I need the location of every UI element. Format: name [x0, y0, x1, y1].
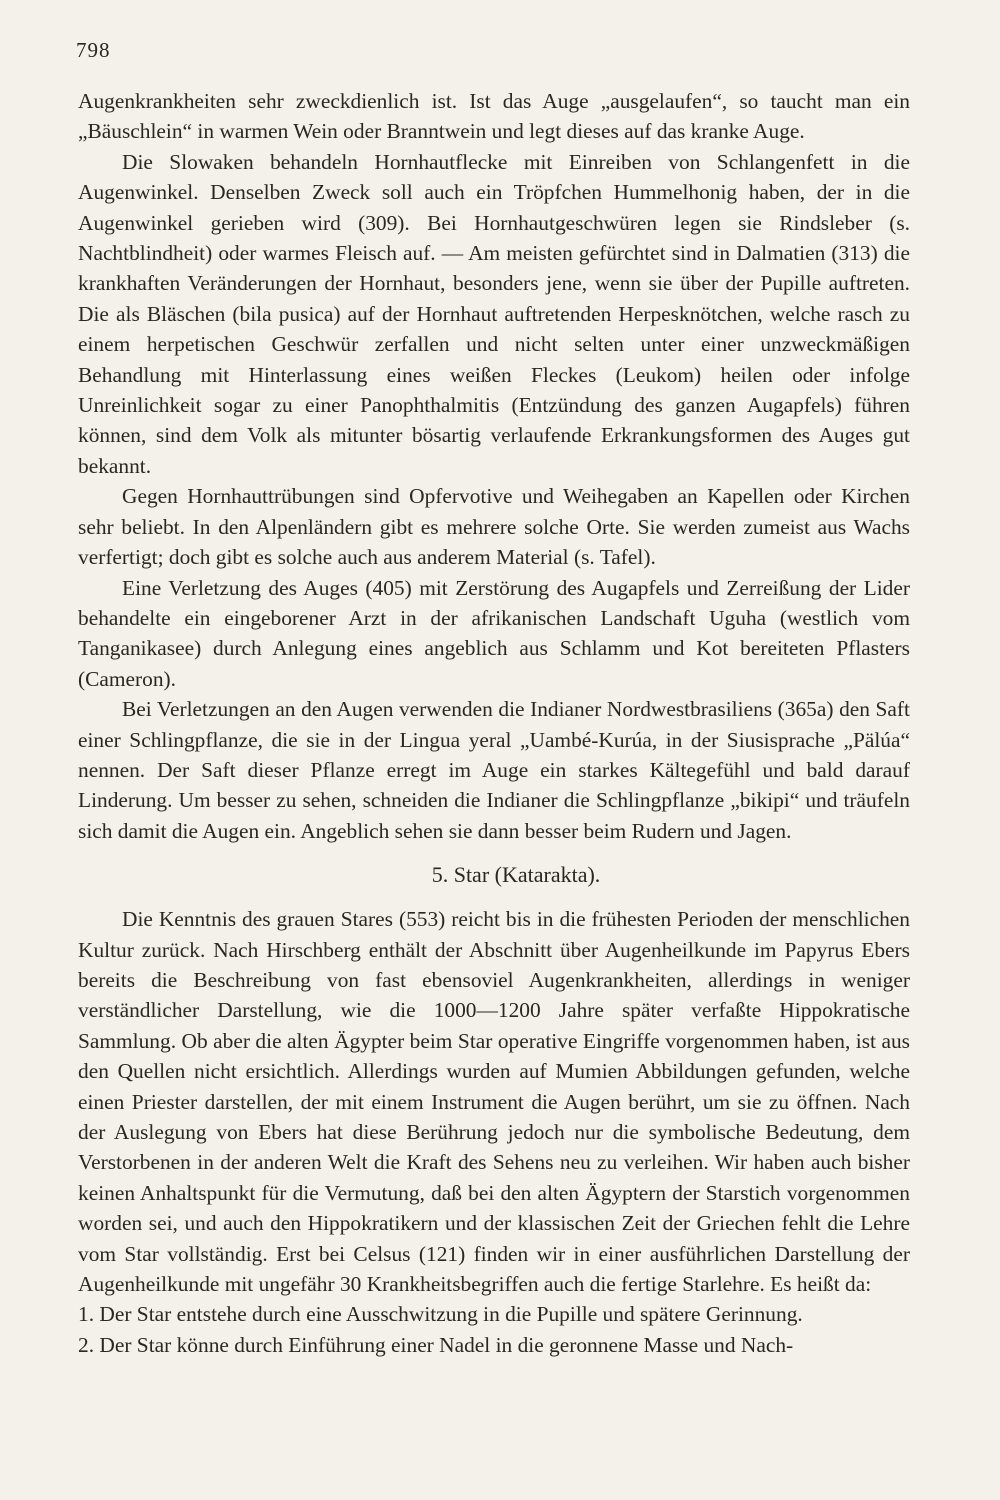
- paragraph-4: Eine Verletzung des Auges (405) mit Zerstörung des Augapfels und Zerreißung der Lider behandelte ein eingeborener Arzt in der afrikanischen Landschaft Uguha (westlich vom Tanganikasee) durch Anlegung eines angeblich aus Schlamm und Kot bereiteten Pflasters (Cameron).: [78, 575, 910, 691]
- numbered-list: [78, 1299, 910, 1360]
- paragraph-1: Augenkrankheiten sehr zweckdienlich ist. Ist das Auge „ausgelaufen“, so taucht man ein „Bäuschlein“ in warmen Wein oder Branntwein und legt dieses auf das kranke Auge.: [78, 89, 910, 144]
- list-item-1: 1. Der Star entstehe durch eine Ausschwitzung in die Pupille und spätere Gerinnung.: [78, 1302, 803, 1327]
- paragraph-5: Bei Verletzungen an den Augen verwenden die Indianer Nordwestbrasiliens (365a) den Saft einer Schlingpflanze, die sie in der Lingua yeral „Uambé-Kurúa, in der Siusisprache „Pälúa“ nennen. Der Saft dieser Pflanze erregt im Auge ein starkes Kältegefühl und bald darauf Linderung. Um besser zu sehen, schneiden die Indianer die Schlingpflanze „bikipi“ und träufeln sich damit die Augen ein. Angeblich sehen sie dann besser beim Rudern und Jagen.: [78, 697, 910, 843]
- page-number: 798: [76, 38, 111, 62]
- list-item-2: 2. Der Star könne durch Einführung einer Nadel in die geronnene Masse und Nach-: [78, 1332, 794, 1357]
- section-heading: 5. Star (Katarakta).: [431, 862, 601, 888]
- paragraph-star: Die Kenntnis des grauen Stares (553) reicht bis in die frühesten Perioden der menschlichen Kultur zurück. Nach Hirschberg enthält der Abschnitt über Augenheilkunde im Papyrus Ebers bereits die Beschreibung von fast ebensoviel Augenkrankheiten, allerdings in weniger verständlicher Darstellung, wie die 1000—1200 Jahre später verfaßte Hippokratische Sammlung. Ob aber die alten Ägypter beim Star operative Eingriffe vorgenommen haben, ist aus den Quellen nicht ersichtlich. Allerdings wurden auf Mumien Abbildungen gefunden, welche einen Priester darstellen, der mit einem Instrument die Augen berührt, um sie zu öffnen. Nach der Auslegung von Ebers hat diese Berührung jedoch nur die symbolische Bedeutung, dem Verstorbenen in der anderen Welt die Kraft des Sehens neu zu verleihen. Wir haben auch bisher keinen Anhaltspunkt für die Vermutung, daß bei den alten Ägyptern der Starstich vorgenommen worden sei, und auch den Hippokratikern und der klassischen Zeit der Griechen fehlt die Lehre vom Star vollständig. Erst bei Celsus (121) finden wir in einer ausführlichen Darstellung der Augenheilkunde mit ungefähr 30 Krankheitsbegriffen auch die fertige Starlehre. Es heißt da:: [78, 907, 910, 1297]
- paragraph-2: Die Slowaken behandeln Hornhautflecke mit Einreiben von Schlangenfett in die Augenwinkel. Denselben Zweck soll auch ein Tröpfchen Hummelhonig haben, der in die Augenwinkel gerieben wird (309). Bei Hornhautgeschwüren legen sie Rindsleber (s. Nachtblindheit) oder warmes Fleisch auf. — Am meisten gefürchtet sind in Dalmatien (313) die krankhaften Veränderungen der Hornhaut, besonders jene, wenn sie über der Pupille auftreten. Die als Bläschen (bila pusica) auf der Hornhaut auftretenden Herpesknötchen, welche rasch zu einem herpetischen Geschwür zerfallen und nicht selten unter einer unzweckmäßigen Behandlung mit Hinterlassung eines weißen Fleckes (Leukom) heilen oder infolge Unreinlichkeit sogar zu einer Panophthalmitis (Entzündung des ganzen Augapfels) führen können, sind dem Volk als mitunter bösartig verlaufende Erkrankungsformen des Auges gut bekannt.: [78, 149, 910, 478]
- text-body: [78, 86, 910, 1360]
- paragraph-3: Gegen Hornhauttrübungen sind Opfervotive und Weihegaben an Kapellen oder Kirchen sehr beliebt. In den Alpenländern gibt es mehrere solche Orte. Sie werden zumeist aus Wachs verfertigt; doch gibt es solche auch aus anderem Material (s. Tafel).: [78, 484, 910, 570]
